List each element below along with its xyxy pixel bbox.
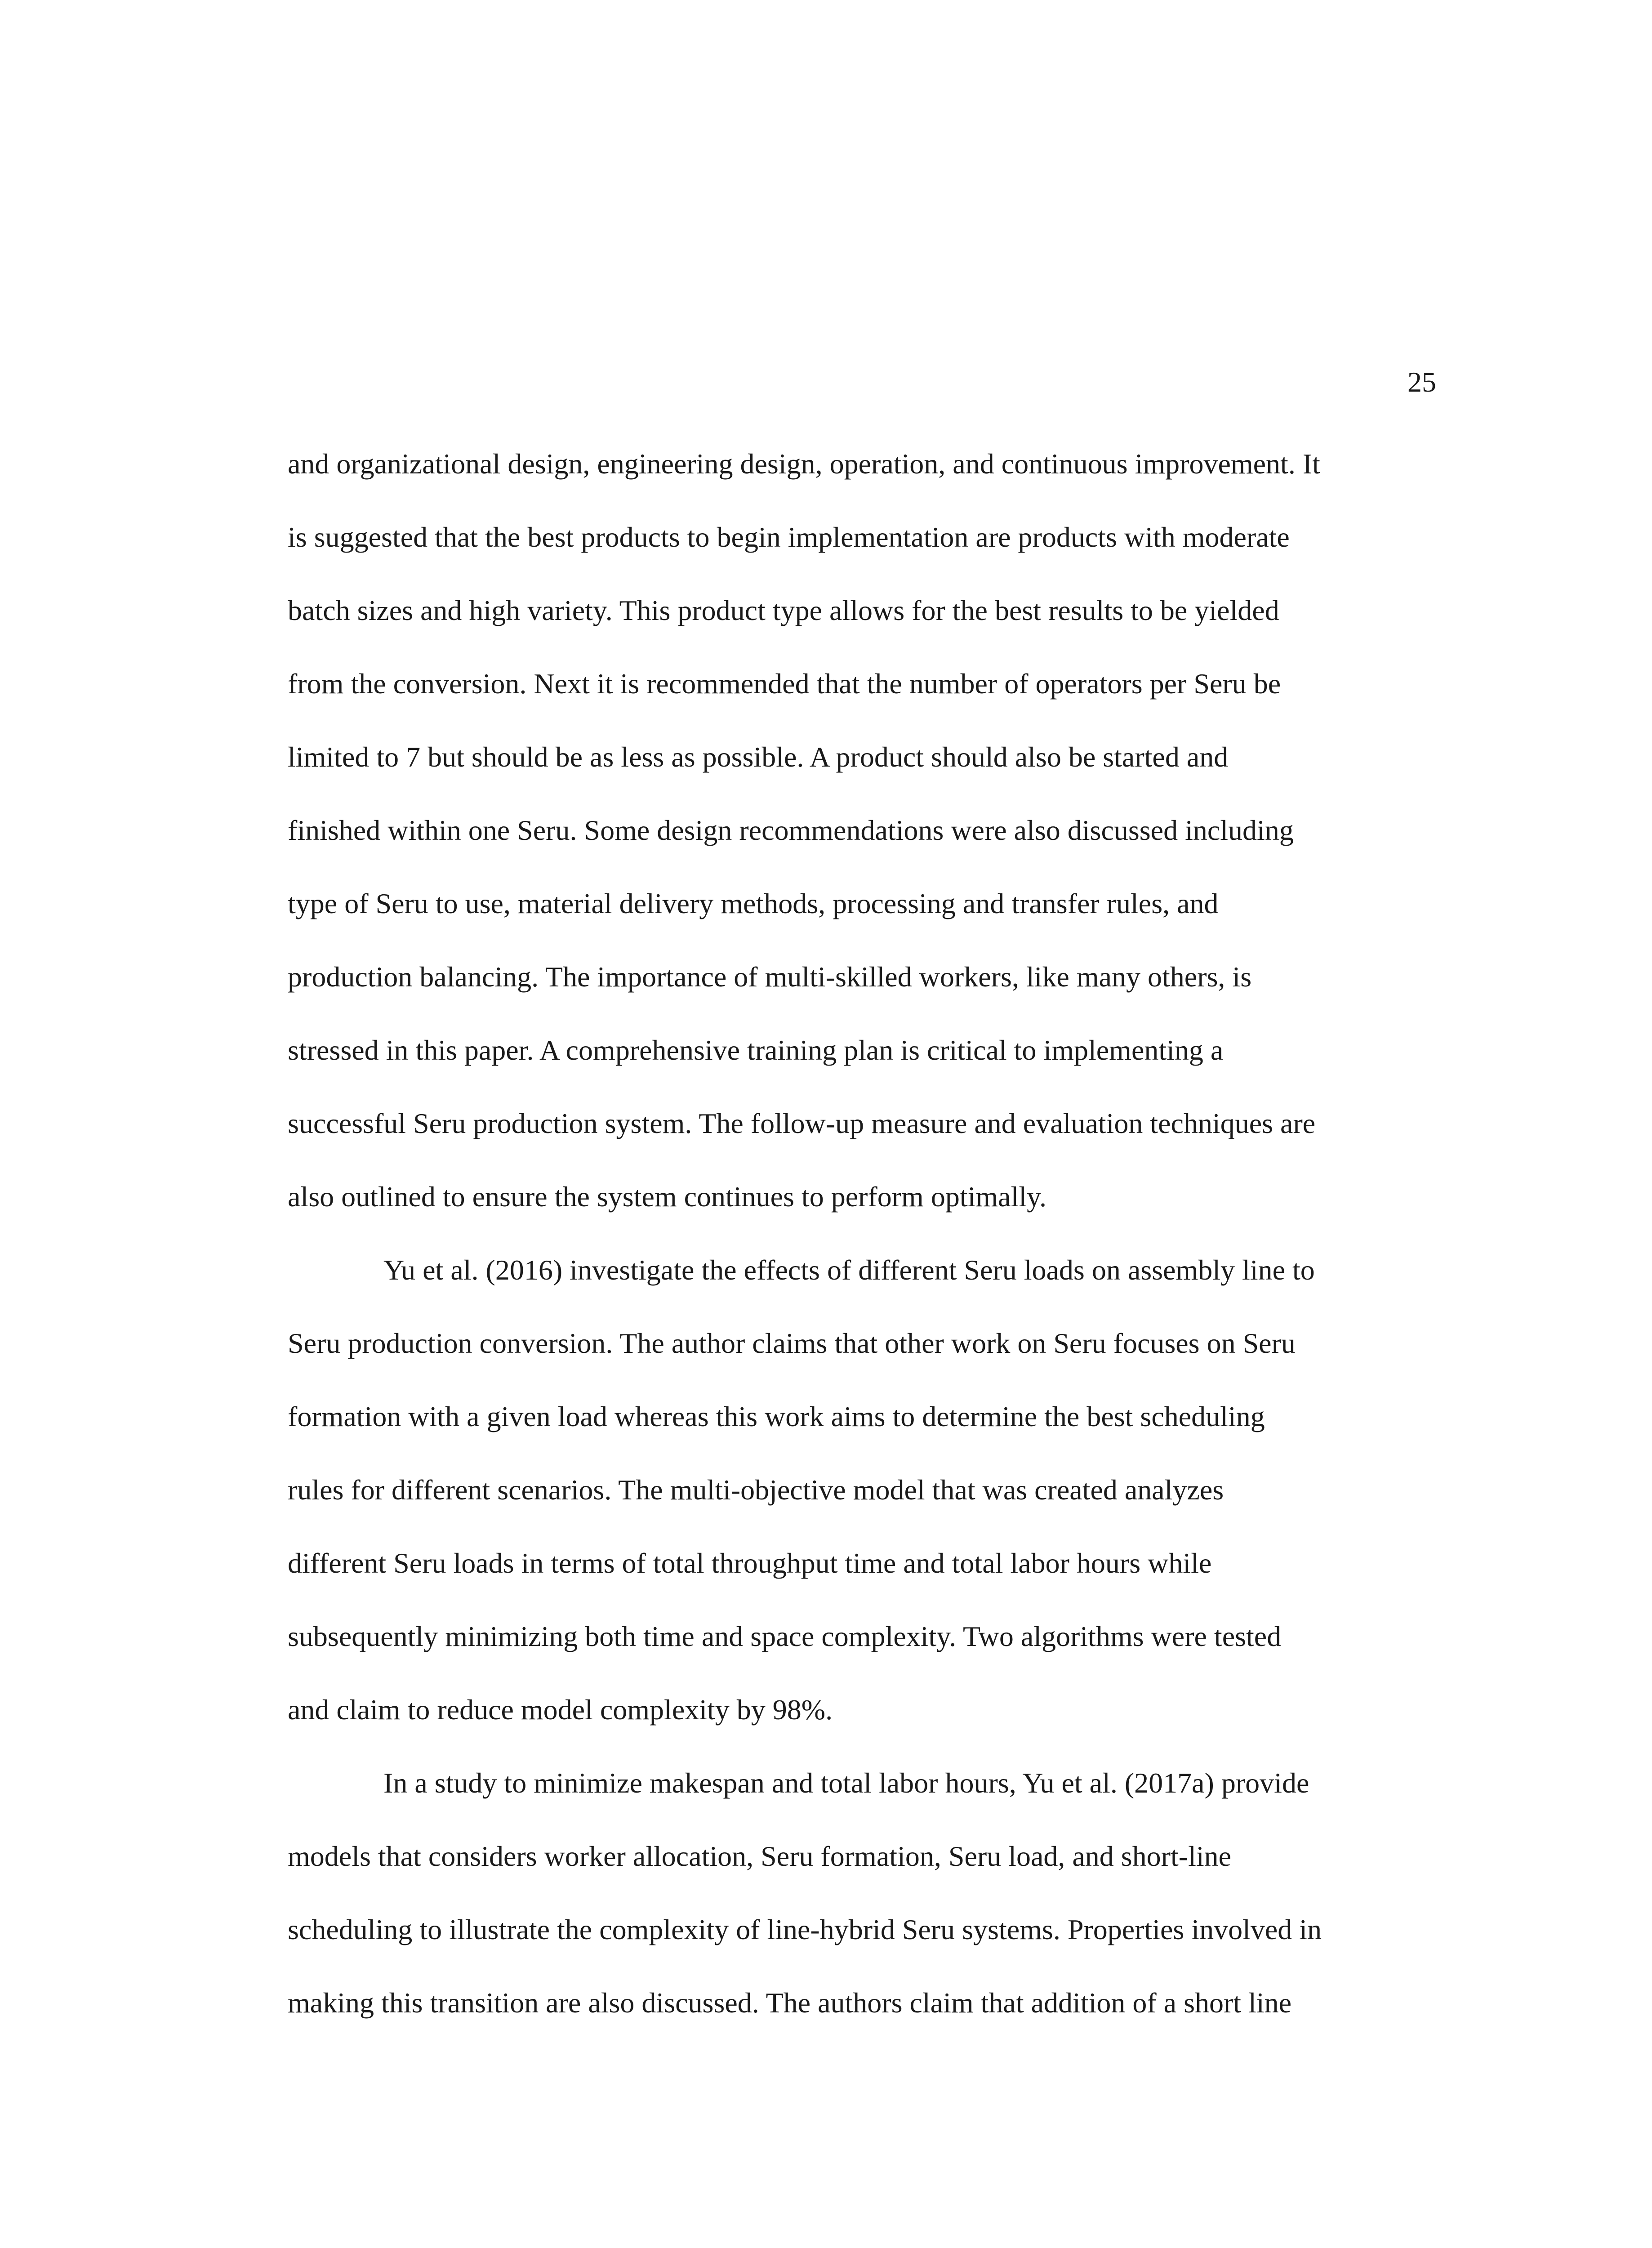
text-line: models that considers worker allocation, Seru formation, Seru load, and short-line (288, 1840, 1232, 1872)
text-line: Seru production conversion. The author claims that other work on Seru focuses on Seru (288, 1327, 1296, 1359)
text-line: from the conversion. Next it is recommended that the number of operators per Seru be (288, 668, 1281, 700)
body-text (288, 427, 1438, 2039)
text-line: subsequently minimizing both time and space complexity. Two algorithms were tested (288, 1620, 1282, 1652)
paragraph-first-line: In a study to minimize makespan and total labor hours, Yu et al. (2017a) provide (383, 1767, 1309, 1799)
text-line: scheduling to illustrate the complexity of line-hybrid Seru systems. Properties involved in (288, 1913, 1322, 1945)
text-line: formation with a given load whereas this work aims to determine the best scheduling (288, 1401, 1265, 1432)
text-line: also outlined to ensure the system continues to perform optimally. (288, 1181, 1046, 1213)
text-line: and claim to reduce model complexity by 98%. (288, 1694, 833, 1726)
page-number: 25 (1407, 366, 1436, 398)
text-line: type of Seru to use, material delivery methods, processing and transfer rules, and (288, 888, 1219, 919)
text-line: batch sizes and high variety. This product type allows for the best results to be yielded (288, 594, 1279, 626)
text-line: different Seru loads in terms of total throughput time and total labor hours while (288, 1547, 1212, 1579)
text-line: production balancing. The importance of multi-skilled workers, like many others, is (288, 961, 1252, 993)
text-line: limited to 7 but should be as less as possible. A product should also be started and (288, 741, 1229, 773)
text-line: finished within one Seru. Some design recommendations were also discussed including (288, 814, 1294, 846)
text-line: and organizational design, engineering design, operation, and continuous improvement. It (288, 448, 1320, 480)
text-line: stressed in this paper. A comprehensive training plan is critical to implementing a (288, 1034, 1224, 1066)
text-line: rules for different scenarios. The multi-objective model that was created analyzes (288, 1474, 1224, 1506)
paragraph-first-line: Yu et al. (2016) investigate the effects of different Seru loads on assembly line to (383, 1254, 1315, 1286)
text-line: successful Seru production system. The follow-up measure and evaluation techniques are (288, 1107, 1316, 1139)
text-line: is suggested that the best products to begin implementation are products with moderate (288, 521, 1290, 553)
text-line: making this transition are also discussed. The authors claim that addition of a short line (288, 1987, 1292, 2019)
